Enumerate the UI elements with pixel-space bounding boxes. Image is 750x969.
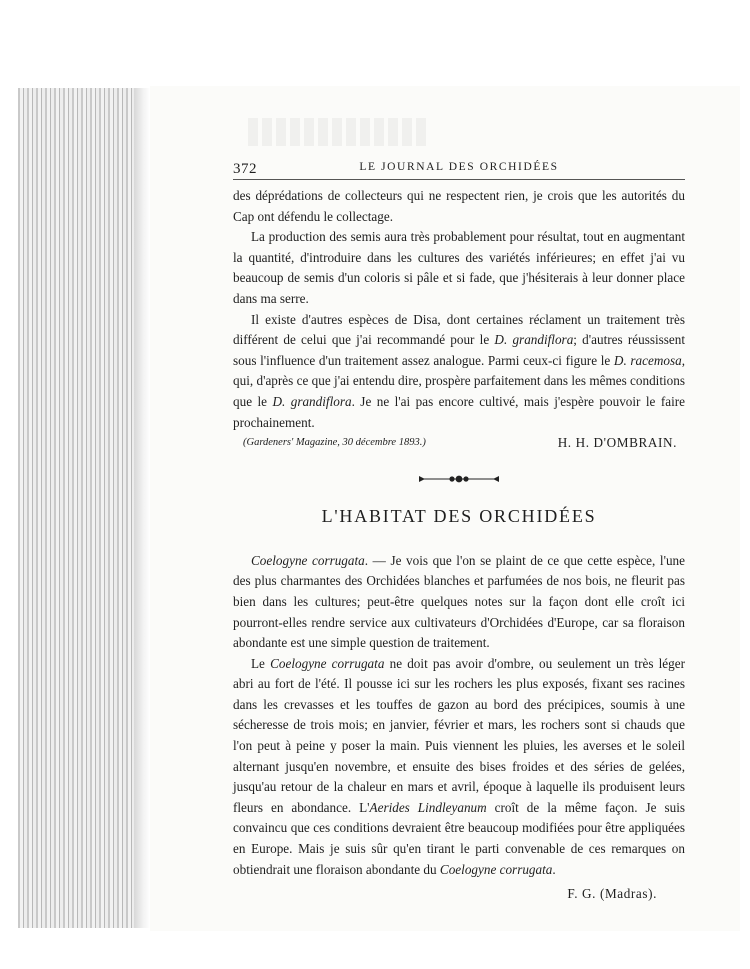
article2-signature bbox=[233, 880, 685, 901]
source-citation: (Gardeners' Magazine, 30 décembre 1893.) bbox=[243, 437, 426, 449]
article1-signature bbox=[233, 433, 685, 454]
text-run: ne doit pas avoir d'ombre, ou seulement un très léger abri au fort de l'été. Il pousse ici sur les rochers les plus exposés, fixant ses racines dans les crevasses et les touffes de gazon au bord des précipices, soumis à une sécheresse de trois mois; en janvier, février et mars, les rochers sont si chauds que l'on peut à peine y poser la main. Puis viennent les pluies, les averses et le soleil alternant jusqu'en novembre, et ensuite des bises froides et des séries de gelées, jusqu'au retour de la chaleur en mars et avril, époque à laquelle ils produisent leurs fleurs en abondance. L' bbox=[233, 655, 685, 815]
article2-paragraph-2 bbox=[233, 654, 685, 881]
species-name: D. grandiflora bbox=[494, 332, 574, 348]
text-run: , qui, d'après ce que j'ai entendu dire, prospère parfaitement dans les mêmes conditions que le bbox=[233, 352, 685, 409]
running-title: LE JOURNAL DES ORCHIDÉES bbox=[359, 161, 559, 173]
binding-shadow bbox=[134, 88, 150, 928]
species-name: Coelogyne corrugata bbox=[251, 552, 365, 568]
text-run: . — Je vois que l'on se plaint de ce que cette espèce, l'une des plus charmantes des Orchidées blanches et parfumées de nos bois, ne fleurit pas bien dans les cultures; peut-être quelques notes sur la façon dont elle croît ici pourront-elles rendre service aux cultivateurs d'Orchidées d'Europe, car sa floraison abondante est une simple question de traitement. bbox=[233, 552, 685, 651]
species-name: D. racemosa bbox=[613, 352, 682, 368]
page-number: 372 bbox=[233, 161, 257, 177]
binding-gutter bbox=[18, 88, 138, 928]
show-through-smudge bbox=[248, 118, 428, 146]
ornament-divider-icon bbox=[419, 474, 499, 484]
page-body bbox=[233, 186, 685, 901]
running-header bbox=[233, 155, 685, 180]
text-run: . Je ne l'ai pas encore cultivé, mais j'espère pouvoir le faire prochainement. bbox=[233, 393, 686, 430]
text-run: . bbox=[552, 861, 556, 877]
article1-paragraph-3 bbox=[233, 310, 685, 434]
article1-paragraph-1: des déprédations de collecteurs qui ne respectent rien, je crois que les autorités du Cap ont défendu le collectage. bbox=[233, 188, 685, 224]
species-name: D. grandiflora bbox=[272, 393, 352, 409]
species-name: Aerides Lindleyanum bbox=[369, 799, 487, 815]
species-name: Coelogyne corrugata bbox=[270, 655, 385, 671]
author-name: F. G. (Madras). bbox=[567, 886, 657, 902]
author-name: H. H. D'OMBRAIN. bbox=[557, 435, 677, 451]
text-run: Il existe d'autres espèces de Disa, dont certaines réclament un traitement très différent de celui que j'ai recommandé pour le bbox=[233, 311, 685, 348]
article2-paragraph-1 bbox=[233, 551, 685, 654]
section-title: L'HABITAT DES ORCHIDÉES bbox=[321, 505, 597, 526]
text-run: ; d'autres réussissent sous l'influence d'un traitement assez analogue. Parmi ceux-ci figure le bbox=[233, 332, 686, 368]
text-run: croît de la même façon. Je suis convaincu que ces conditions devraient être beaucoup modifiées pour être appliquées en Europe. Mais je suis sûr qu'en tirant le parti convenable de ces remarques on obtiendrait une floraison abondante du bbox=[233, 799, 685, 877]
species-name: Coelogyne corrugata bbox=[439, 861, 553, 877]
article1-paragraph-2: La production des semis aura très probablement pour résultat, tout en augmentant la quantité, d'introduire dans les cultures des variétés inférieures; en effet j'ai vu beaucoup de semis d'un coloris si pâle et si fade, que j'hésiterais à leur donner place dans ma serre. bbox=[233, 229, 685, 306]
text-run: Le bbox=[251, 655, 271, 671]
